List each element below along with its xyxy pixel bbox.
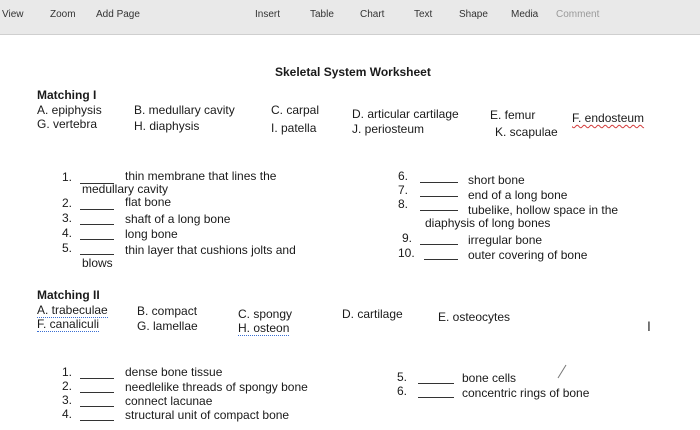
m1-term-b: B. medullary cavity	[134, 103, 235, 117]
m1-term-h: H. diaphysis	[134, 119, 200, 133]
m2-num-3: 3.	[62, 393, 73, 407]
toolbar-zoom[interactable]: Zoom	[50, 9, 76, 20]
toolbar-shape[interactable]: Shape	[459, 9, 488, 20]
m1-answer-blank-2[interactable]	[80, 209, 114, 210]
m1-num-1: 1.	[62, 170, 73, 184]
m1-term-f	[572, 111, 644, 125]
m2-term-a-text: A. trabeculae	[37, 303, 108, 317]
m2-num-2: 2.	[62, 379, 73, 393]
m2-term-g: G. lamellae	[137, 319, 198, 333]
m1-term-c: C. carpal	[271, 103, 320, 117]
worksheet-document[interactable]	[0, 35, 700, 430]
m1-def-8-cont: diaphysis of long bones	[425, 216, 551, 230]
m1-def-4: long bone	[125, 227, 178, 241]
m1-def-1: thin membrane that lines the	[125, 169, 277, 183]
m1-def-3: shaft of a long bone	[125, 212, 231, 226]
m1-answer-blank-6[interactable]	[420, 182, 458, 183]
m1-term-e: E. femur	[490, 108, 536, 122]
m2-def-3: connect lacunae	[125, 394, 213, 408]
m1-num-3: 3.	[62, 211, 73, 225]
m1-answer-blank-9[interactable]	[420, 244, 458, 245]
m1-def-5-cont: blows	[82, 256, 113, 270]
m2-term-b: B. compact	[137, 304, 198, 318]
m1-term-i: I. patella	[271, 121, 317, 135]
m2-term-d: D. cartilage	[342, 307, 403, 321]
toolbar-insert[interactable]: Insert	[255, 9, 281, 20]
m1-def-7: end of a long bone	[468, 188, 568, 202]
m2-def-4: structural unit of compact bone	[125, 408, 290, 422]
m2-answer-blank-3[interactable]	[80, 406, 114, 407]
m1-num-5: 5.	[62, 241, 73, 255]
m1-term-a: A. epiphysis	[37, 103, 102, 117]
m2-num-6: 6.	[397, 384, 408, 398]
m2-term-h-text: H. osteon	[238, 321, 290, 335]
m1-answer-blank-4[interactable]	[80, 239, 114, 240]
m1-def-10: outer covering of bone	[468, 248, 588, 262]
toolbar-media[interactable]: Media	[511, 9, 539, 20]
m1-num-8: 8.	[398, 197, 409, 211]
toolbar-view[interactable]: View	[2, 9, 24, 20]
m2-def-6: concentric rings of bone	[462, 386, 590, 400]
pen-mark-icon	[556, 363, 568, 379]
m2-term-c: C. spongy	[238, 307, 293, 321]
app-toolbar	[0, 0, 700, 35]
matching2-heading: Matching II	[37, 288, 100, 302]
toolbar-comment[interactable]: Comment	[556, 9, 600, 20]
text-cursor-icon: I	[647, 318, 651, 334]
m1-num-9: 9.	[402, 231, 413, 245]
m2-answer-blank-6[interactable]	[418, 397, 454, 398]
m1-answer-blank-3[interactable]	[80, 224, 114, 225]
m1-num-4: 4.	[62, 226, 73, 240]
m2-term-e: E. osteocytes	[438, 310, 511, 324]
toolbar-add-page[interactable]: Add Page	[96, 9, 140, 20]
m1-num-10: 10.	[398, 246, 415, 260]
m1-answer-blank-5[interactable]	[80, 254, 114, 255]
matching1-heading: Matching I	[37, 88, 97, 102]
m2-def-2: needlelike threads of spongy bone	[125, 380, 308, 394]
m2-answer-blank-2[interactable]	[80, 392, 114, 393]
m1-answer-blank-10[interactable]	[424, 259, 458, 260]
m2-term-f	[37, 317, 99, 331]
m1-num-7: 7.	[398, 183, 409, 197]
m2-num-4: 4.	[62, 407, 73, 421]
m1-term-f-text: F. endosteum	[572, 111, 645, 125]
m2-num-5: 5.	[397, 370, 408, 384]
toolbar-text[interactable]: Text	[414, 9, 433, 20]
toolbar-chart[interactable]: Chart	[360, 9, 385, 20]
m2-def-5: bone cells	[462, 371, 517, 385]
m2-num-1: 1.	[62, 365, 73, 379]
m1-def-1-cont: medullary cavity	[82, 182, 169, 196]
m1-term-g: G. vertebra	[37, 117, 98, 131]
m1-num-2: 2.	[62, 196, 73, 210]
m2-answer-blank-5[interactable]	[418, 383, 454, 384]
m1-def-5: thin layer that cushions jolts and	[125, 243, 296, 257]
toolbar-table[interactable]: Table	[310, 9, 334, 20]
m2-term-h	[238, 321, 289, 335]
m1-answer-blank-8[interactable]	[420, 210, 458, 211]
m1-def-2: flat bone	[125, 195, 172, 209]
m2-def-1: dense bone tissue	[125, 365, 223, 379]
m2-term-f-text: F. canaliculi	[37, 317, 100, 331]
m2-term-a	[37, 303, 108, 317]
m1-def-6: short bone	[468, 173, 525, 187]
m1-term-k: K. scapulae	[495, 125, 558, 139]
m1-term-d: D. articular cartilage	[352, 107, 459, 121]
m1-num-6: 6.	[398, 169, 409, 183]
m1-term-j: J. periosteum	[352, 122, 425, 136]
m1-def-9: irregular bone	[468, 233, 543, 247]
m1-answer-blank-7[interactable]	[420, 196, 458, 197]
m2-answer-blank-4[interactable]	[80, 420, 114, 421]
m2-answer-blank-1[interactable]	[80, 378, 114, 379]
worksheet-title: Skeletal System Worksheet	[275, 65, 431, 79]
m1-def-8: tubelike, hollow space in the	[468, 203, 619, 217]
